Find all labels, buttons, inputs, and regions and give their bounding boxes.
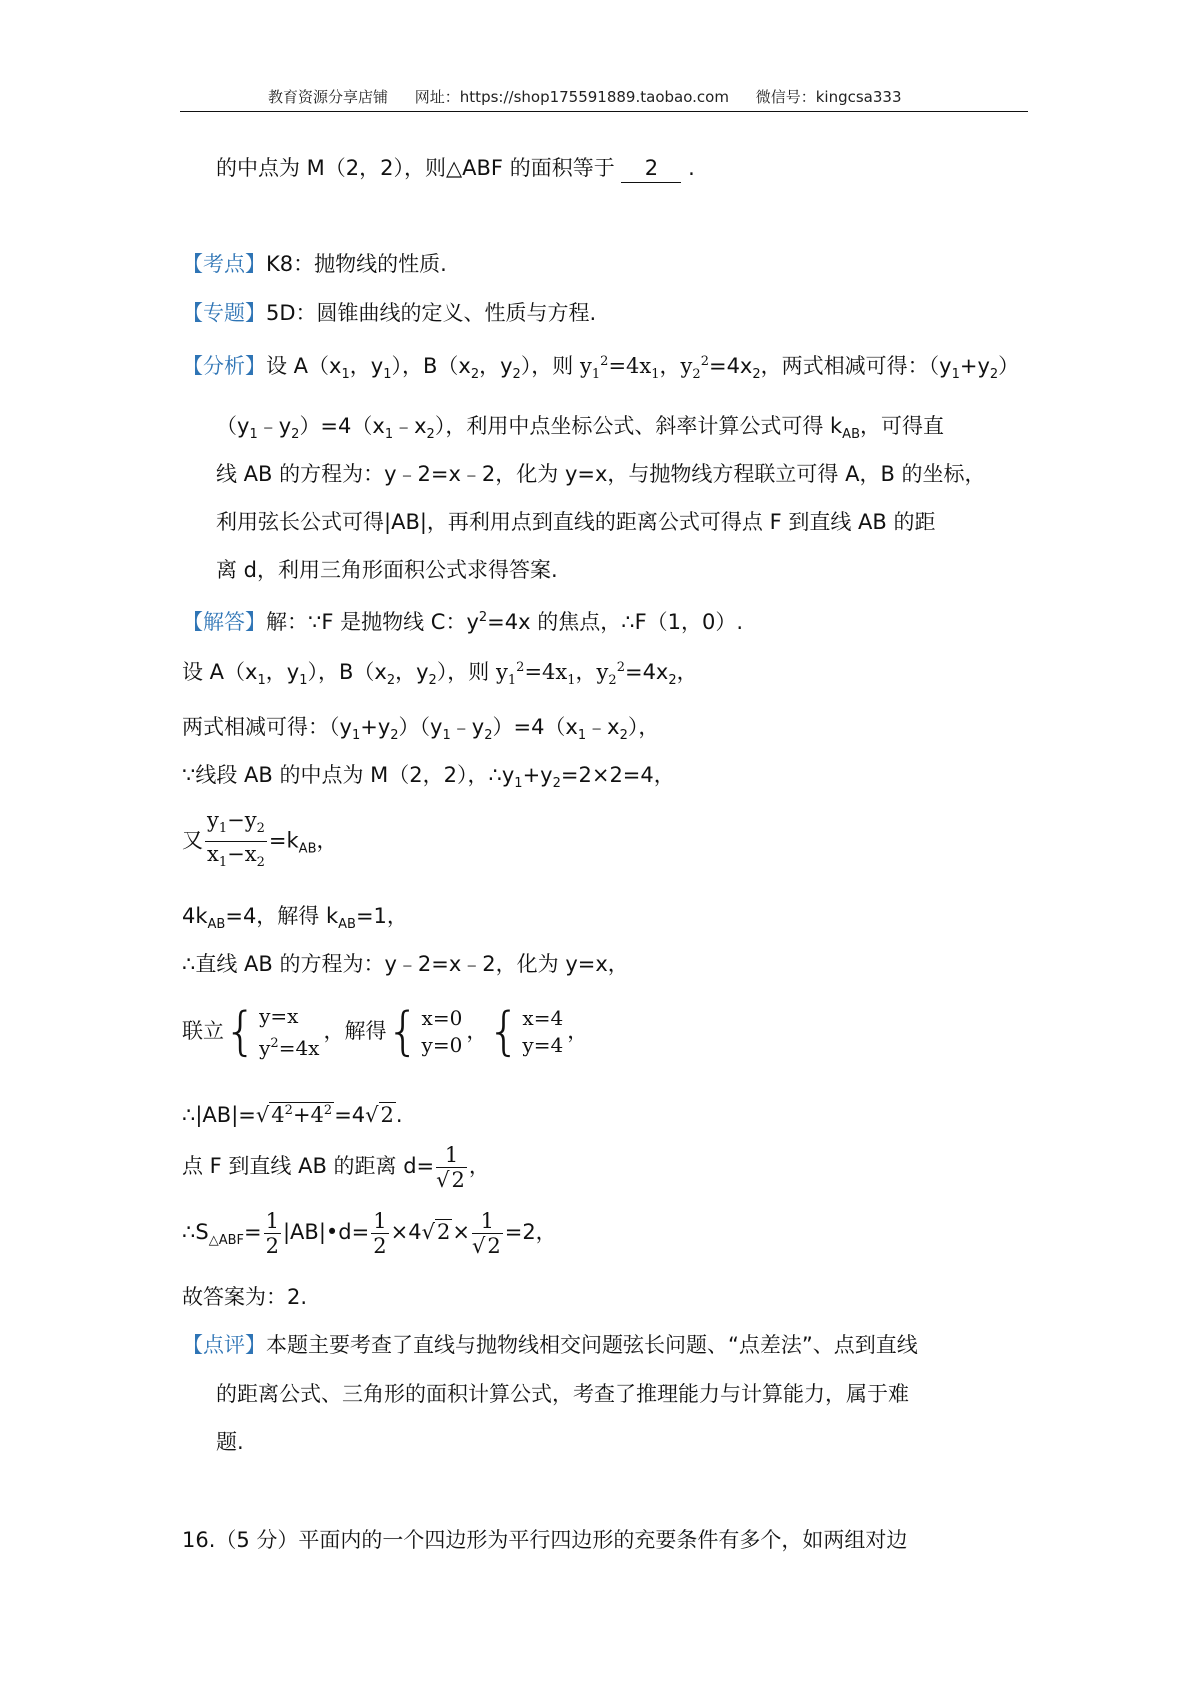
dianping-line-3: 题. [216, 1430, 244, 1454]
dianping-line-1: 【点评】本题主要考查了直线与抛物线相交问题弦长问题、“点差法”、点到直线 [182, 1333, 918, 1357]
jieda-line-12: 故答案为：2. [182, 1285, 308, 1309]
jieda-line-11: $\therefore S_{\triangle ABF}=$ $\frac{1}{2}$ |AB|•d= $\frac{1}{2}$ ×4√2× $\frac{1}{√2}$ =2， [182, 1208, 557, 1258]
header-rule [180, 111, 1028, 112]
jieda-line-9: $\therefore|AB|=√4^2+4^2=4√2$. [182, 1103, 403, 1127]
fenxi-line-2: $(y_1﹣y_2)=4(x_1﹣x_2)$，利用中点坐标公式、斜率计算公式可得 $k_{AB}$，可得直 [216, 414, 944, 442]
fenxi-line-1: 【分析】设 $A(x_1$，$y_1$），$B(x_2$，$y_2$），则 $y_1^2=4x_1$，$y_2^2=4x_2$，两式相减可得：$(y_1+y_2)$ [182, 354, 1020, 382]
next-problem: 16.（5 分）平面内的一个四边形为平行四边形的充要条件有多个，如两组对边 [182, 1528, 908, 1552]
header-wechat: 微信号：kingcsa333 [755, 88, 902, 106]
jieda-label: 【解答】 [182, 610, 266, 634]
problem-stem: 的中点为 M（2，2），则△ABF 的面积等于 2 . [216, 154, 695, 183]
answer-blank: 2 [621, 154, 681, 183]
jieda-line-10: 点 F 到直线 AB 的距离 d= $\frac{1}{√2}$ ， [182, 1142, 490, 1192]
jieda-line-2: 设 $A(x_1$，$y_1$），$B(x_2$，$y_2$），则 $y_1^2=4x_1$，$y_2^2=4x_2$， [182, 660, 698, 688]
jieda-line-7: ∴直线 AB 的方程为：y﹣2=x﹣2，化为 y=x， [182, 952, 629, 976]
page-header [268, 86, 924, 107]
dianping-line-2: 的距离公式、三角形的面积计算公式，考查了推理能力与计算能力，属于难 [216, 1382, 909, 1406]
jieda-line-6: $4k_{AB}=4$，解得 $k_{AB}=1$， [182, 904, 408, 932]
zhuanti-line: 【专题】5D：圆锥曲线的定义、性质与方程. [182, 301, 597, 325]
fenxi-line-3: 线 AB 的方程为：y﹣2=x﹣2，化为 y=x，与抛物线方程联立可得 A，B 的坐标， [216, 462, 986, 486]
zhuanti-label: 【专题】 [182, 301, 266, 325]
dianping-label: 【点评】 [182, 1333, 266, 1357]
kaodian-line: 【考点】K8：抛物线的性质. [182, 252, 447, 276]
fenxi-line-4: 利用弦长公式可得|AB|，再利用点到直线的距离公式可得点 F 到直线 AB 的距 [216, 510, 936, 534]
jieda-line-4: ∵线段 AB 的中点为 M（2，2），$\therefore y_1+y_2=2\times 2=4$， [182, 763, 675, 791]
fenxi-line-5: 离 d，利用三角形面积公式求得答案. [216, 558, 558, 582]
header-shop: 教育资源分享店铺 [268, 88, 389, 106]
jieda-line-5: 又 $\frac{y_1-y_2}{x_1-x_2}$ $=k_{AB}$， [182, 808, 338, 870]
jieda-line-8: 联立{ y=x $y^2=4x$，解得{ x=0 y=0，{ x=4 y=4， [182, 1002, 589, 1062]
fenxi-label: 【分析】 [182, 354, 266, 378]
kaodian-label: 【考点】 [182, 252, 266, 276]
header-site: 网址：https://shop175591889.taobao.com [414, 88, 729, 106]
jieda-line-3: 两式相减可得：$(y_1+y_2)(y_1﹣y_2)=4(x_1﹣x_2)$， [182, 715, 660, 743]
jieda-line-1: 【解答】解：∵F 是抛物线 C：$y^2=4x$ 的焦点，∴F（1，0）. [182, 610, 744, 634]
